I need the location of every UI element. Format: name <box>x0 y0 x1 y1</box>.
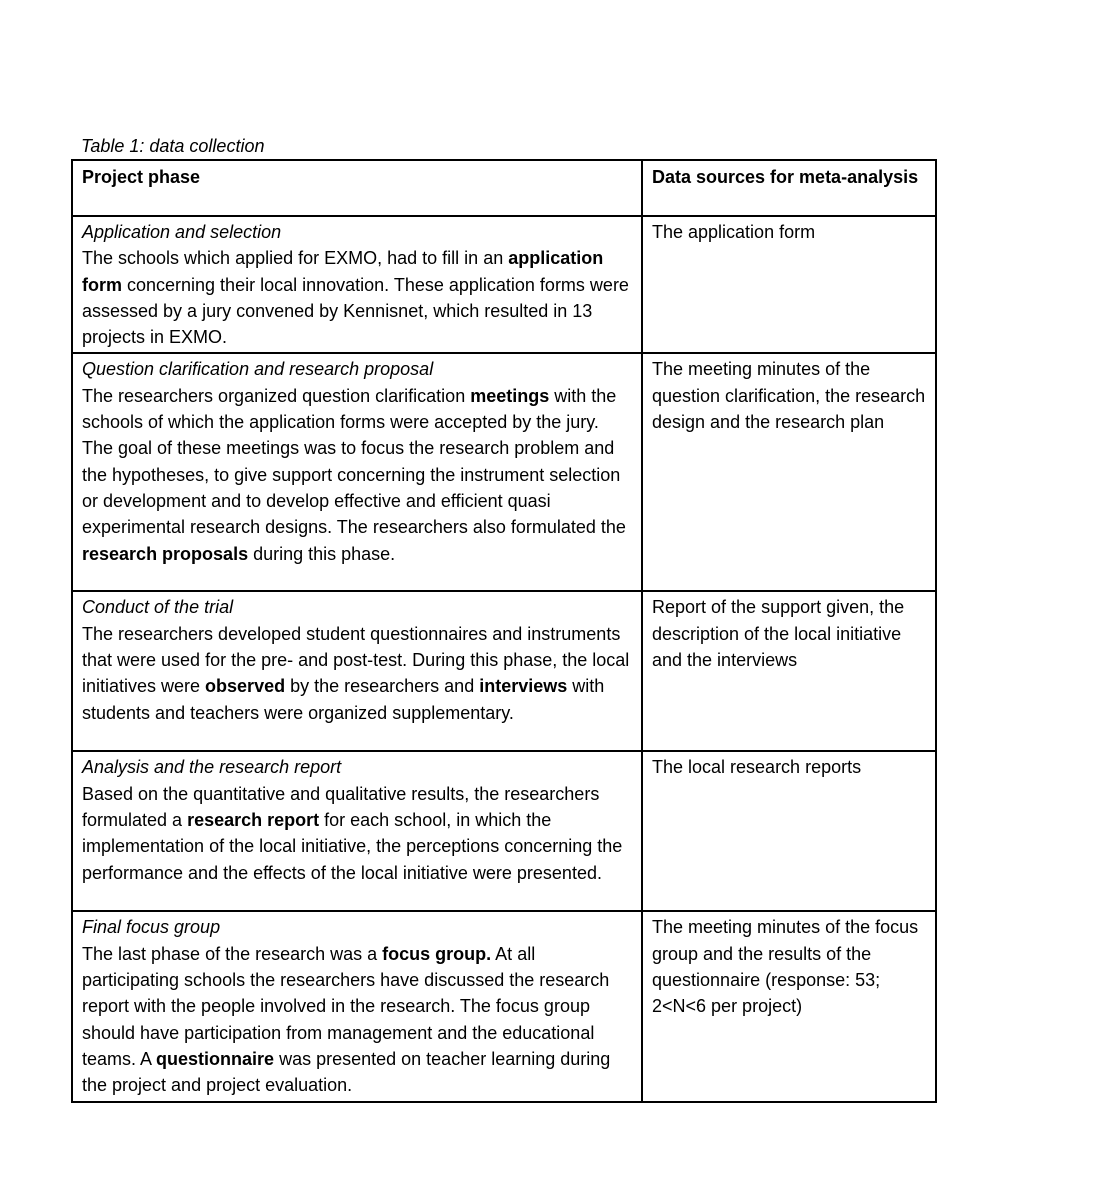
phase-title: Application and selection <box>82 222 282 242</box>
emphasis-text: research proposals <box>82 543 249 564</box>
description-text: The last phase of the research was a <box>82 943 383 964</box>
table-row <box>72 216 936 353</box>
description-text: with the schools of which the application forms were accepted by the jury. The goal of these meetings was to focus the research problem and the hypotheses, to give support concerning the instrument selection or development and to develop effective and efficient quasi experimental research designs. The researchers also formulated the <box>82 385 626 538</box>
table-row <box>72 751 936 911</box>
emphasis-text: questionnaire <box>156 1048 275 1069</box>
phase-cell <box>72 911 642 1101</box>
phase-title: Analysis and the research report <box>82 757 342 778</box>
sources-cell: The application form <box>642 216 936 353</box>
phase-title: Conduct of the trial <box>82 597 234 618</box>
description-text: was presented on teacher learning during the project and project evaluation. <box>82 1048 611 1096</box>
emphasis-text: research report <box>187 810 320 831</box>
description-text: At all participating schools the researchers have discussed the research report with the people involved in the research. The focus group should have participation from management and the educational teams. A <box>82 943 610 1069</box>
header-project-phase: Project phase <box>72 160 642 216</box>
emphasis-text: meetings <box>470 385 550 406</box>
emphasis-text: interviews <box>479 676 568 697</box>
table-header-row <box>72 160 936 216</box>
description-text: for each school, in which the implementation of the local initiative, the perceptions concerning the performance and the effects of the local initiative were presented. <box>82 810 623 883</box>
description-text: during this phase. <box>248 543 396 564</box>
table-caption: Table 1: data collection <box>81 136 265 156</box>
description-text: by the researchers and <box>285 676 480 697</box>
phase-cell <box>72 216 642 353</box>
phase-description <box>82 248 629 347</box>
phase-description <box>82 386 626 564</box>
phase-description <box>82 944 610 1095</box>
sources-cell: The meeting minutes of the question clarification, the research design and the research plan <box>642 353 936 591</box>
description-text: Based on the quantitative and qualitative results, the researchers formulated a <box>82 783 600 831</box>
table-row <box>72 911 936 1101</box>
data-collection-table <box>71 159 937 1103</box>
emphasis-text: focus group. <box>382 943 492 964</box>
header-data-sources: Data sources for meta-analysis <box>642 160 936 216</box>
phase-title: Question clarification and research proposal <box>82 359 434 380</box>
description-text: The researchers organized question clarification <box>82 385 471 406</box>
emphasis-text: application form <box>82 248 604 295</box>
phase-description <box>82 784 622 883</box>
table-row <box>72 353 936 591</box>
sources-cell: The local research reports <box>642 751 936 911</box>
description-text: The researchers developed student questionnaires and instruments that were used for the pre- and post-test. During this phase, the local initiatives were <box>82 623 630 697</box>
phase-description <box>82 624 629 723</box>
table-row <box>72 591 936 751</box>
emphasis-text: observed <box>205 676 286 697</box>
sources-cell: Report of the support given, the description of the local initiative and the interviews <box>642 591 936 751</box>
phase-title: Final focus group <box>82 917 221 938</box>
phase-cell <box>72 751 642 911</box>
phase-cell <box>72 353 642 591</box>
description-text: The schools which applied for EXMO, had to fill in an <box>82 248 509 269</box>
description-text: with students and teachers were organized supplementary. <box>82 676 605 723</box>
description-text: concerning their local innovation. These application forms were assessed by a jury convened by Kennisnet, which resulted in 13 projects in EXMO. <box>82 274 629 348</box>
phase-cell <box>72 591 642 751</box>
sources-cell: The meeting minutes of the focus group and the results of the questionnaire (response: 53; 2<N<6 per project) <box>642 911 936 1101</box>
